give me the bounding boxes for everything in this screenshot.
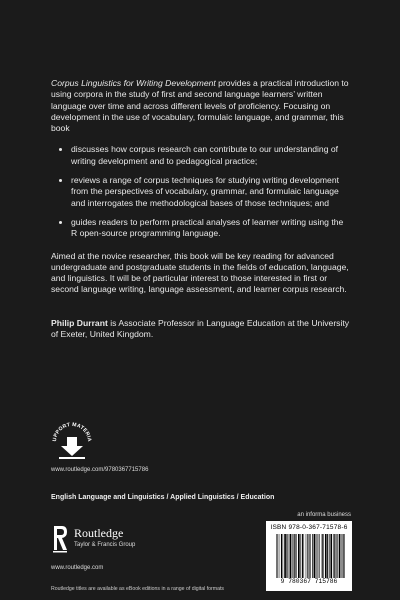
subject-categories: English Language and Linguistics / Applied Linguistics / Education bbox=[51, 494, 275, 501]
intro-paragraph: Corpus Linguistics for Writing Development provides a practical introduction to using corpora in the study of first and second language learners’ written language over time and across different levels of proficiency. Focusing on development in the use of vocabulary, formulaic language, and grammar, this book bbox=[51, 78, 349, 134]
feature-list bbox=[51, 144, 351, 239]
publisher-group: Taylor & Francis Group bbox=[74, 542, 136, 548]
author-name: Philip Durrant bbox=[51, 317, 108, 328]
publisher-url[interactable]: www.routledge.com bbox=[51, 565, 104, 571]
download-arrow-icon bbox=[51, 422, 93, 462]
informa-business: an informa business bbox=[297, 512, 351, 518]
isbn-barcode bbox=[266, 521, 352, 591]
barcode-bars bbox=[276, 534, 346, 578]
author-bio: Philip Durrant is Associate Professor in Language Education at the University of Exeter, United Kingdom. bbox=[51, 317, 350, 340]
publisher-name: Routledge bbox=[74, 526, 124, 540]
feature-item: • reviews a range of corpus techniques for studying writing development from the perspectives of vocabulary, grammar, and formulaic language and interrogates the methodological bases of those techniques; and bbox=[71, 175, 351, 209]
audience-paragraph: Aimed at the novice researcher, this book will be key reading for advanced undergraduate and postgraduate students in the fields of education, language, and linguistics. It will be of particular interest to those interested in first or second language writing, language assessment, and learner corpus research. bbox=[51, 250, 349, 295]
feature-item: • guides readers to perform practical analyses of learner writing using the R open-source programming language. bbox=[71, 217, 351, 240]
routledge-r-icon bbox=[51, 524, 69, 554]
support-material-badge bbox=[51, 422, 93, 462]
ebook-footnote: Routledge titles are available as eBook editions in a range of digital formats bbox=[51, 586, 225, 592]
feature-item: • discusses how corpus research can contribute to our understanding of writing development and to pedagogical practice; bbox=[71, 144, 351, 167]
support-material-url[interactable]: www.routledge.com/9780367715786 bbox=[51, 467, 149, 473]
routledge-logo bbox=[51, 524, 135, 554]
support-material-label: UPPORT MATERIA bbox=[51, 422, 93, 443]
book-title: Corpus Linguistics for Writing Development bbox=[51, 78, 216, 88]
isbn-label: ISBN 978-0-367-71578-6 bbox=[270, 524, 348, 531]
isbn-digits: 9 780367 715786 bbox=[280, 578, 338, 585]
back-cover-blurb bbox=[51, 78, 351, 350]
